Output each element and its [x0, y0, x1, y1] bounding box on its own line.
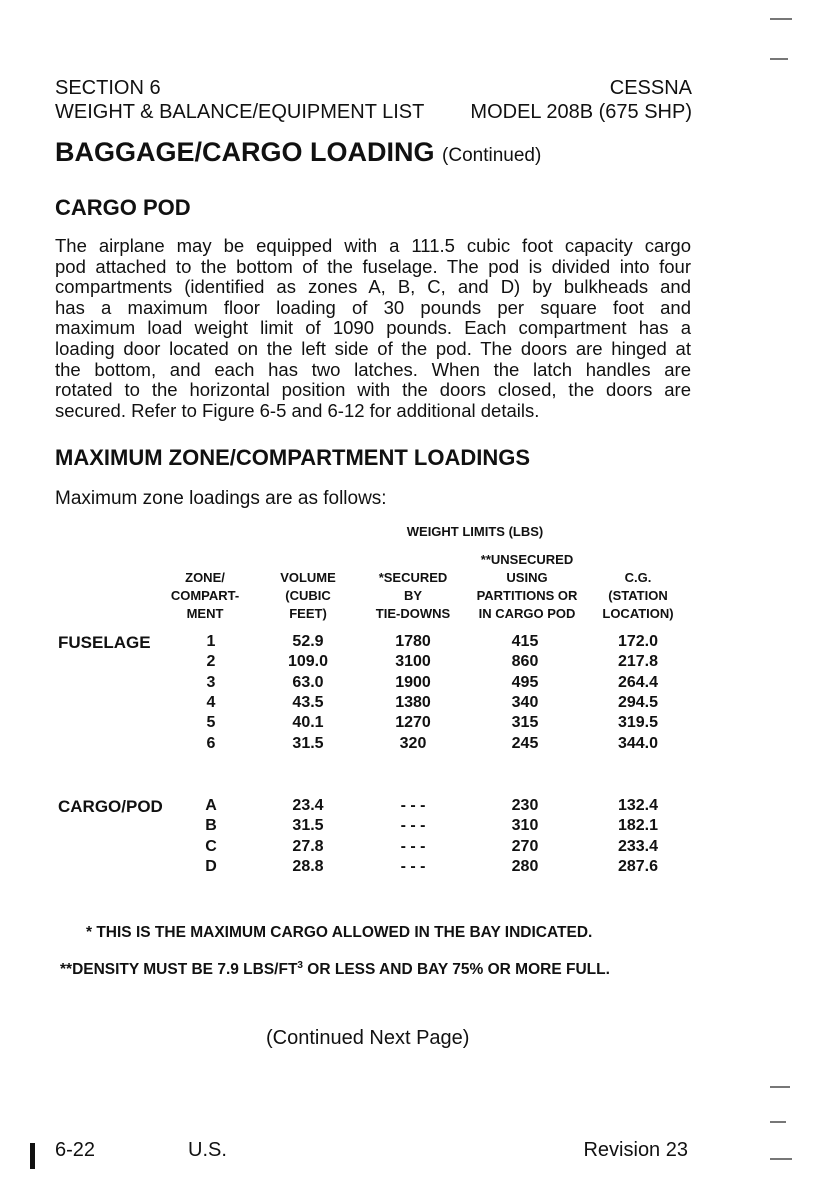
secured-cell: - - -	[400, 817, 426, 835]
scan-mark	[770, 58, 788, 60]
volume-cell: 40.1	[292, 714, 324, 732]
cg-cell: 264.4	[617, 673, 659, 691]
volume-cell: 27.8	[292, 837, 324, 855]
unsecured-cell: 340	[511, 693, 539, 711]
zone-cell: 3	[206, 673, 216, 691]
col-header-zone: ZONE/ COMPART- MENT	[170, 570, 240, 621]
paragraph-line: compartments (identified as zones A, B, C, and D) by bulkheads and	[55, 276, 691, 298]
page-title	[55, 137, 541, 168]
unsecured-cell: 860	[511, 653, 539, 671]
secured-cell: 1380	[395, 693, 431, 711]
cg-cell: 217.8	[617, 653, 659, 671]
region-label: U.S.	[188, 1139, 227, 1161]
cg-cell: 344.0	[617, 734, 659, 752]
volume-cell: 43.5	[292, 693, 324, 711]
volume-cell: 23.4	[292, 797, 324, 814]
cargo-pod-heading: CARGO POD	[55, 195, 191, 220]
revision-change-bar	[30, 1143, 35, 1169]
max-loadings-heading: MAXIMUM ZONE/COMPARTMENT LOADINGS	[55, 445, 531, 470]
note-max-cargo: * THIS IS THE MAXIMUM CARGO ALLOWED IN THE BAY INDICATED.	[86, 924, 593, 941]
page-title-text: BAGGAGE/CARGO LOADING	[55, 137, 435, 167]
volume-cell: 31.5	[292, 734, 324, 752]
cg-cell: 132.4	[617, 797, 659, 814]
zone-cell: 6	[206, 734, 216, 752]
unsecured-cell: 415	[511, 633, 539, 650]
paragraph-line: has a maximum floor loading of 30 pounds per square foot and	[55, 296, 691, 318]
volume-cell: 109.0	[287, 653, 329, 671]
cg-cell: 172.0	[617, 633, 659, 650]
volume-cell: 63.0	[292, 673, 324, 691]
section-number: SECTION 6	[55, 77, 161, 99]
col-header-secured: *SECURED BY TIE-DOWNS	[375, 570, 451, 621]
brand-name: CESSNA	[609, 77, 692, 99]
zone-cell: 5	[206, 714, 216, 732]
volume-cell: 52.9	[292, 633, 324, 650]
continued-note: (Continued Next Page)	[266, 1027, 470, 1049]
zone-cell: B	[205, 817, 217, 835]
weight-limits-label: WEIGHT LIMITS (LBS)	[406, 524, 544, 539]
secured-cell: 1780	[395, 633, 431, 650]
unsecured-cell: 280	[511, 857, 539, 875]
cg-cell: 287.6	[617, 857, 659, 875]
unsecured-cell: 270	[511, 837, 539, 855]
secured-cell: 3100	[395, 653, 431, 671]
zone-cell: A	[205, 797, 217, 814]
page-number: 6-22	[55, 1139, 96, 1161]
revision-label: Revision 23	[583, 1139, 688, 1161]
paragraph-line: pod attached to the bottom of the fuselage. The pod is divided into four	[55, 255, 691, 277]
scan-mark	[770, 1086, 790, 1088]
secured-cell: - - -	[400, 857, 426, 875]
section-title: WEIGHT & BALANCE/EQUIPMENT LIST	[55, 101, 425, 123]
cargo-pod-paragraph	[55, 236, 691, 421]
cg-cell: 182.1	[617, 817, 659, 835]
unsecured-cell: 230	[511, 797, 539, 814]
max-loadings-intro: Maximum zone loadings are as follows:	[55, 488, 387, 509]
paragraph-line: secured. Refer to Figure 6-5 and 6-12 for additional details.	[55, 399, 540, 421]
zone-cell: D	[205, 857, 217, 875]
secured-cell: - - -	[400, 797, 426, 814]
page-title-suffix: (Continued)	[442, 145, 542, 166]
secured-cell: 320	[399, 734, 427, 752]
scan-mark	[770, 18, 792, 20]
scan-mark	[770, 1158, 792, 1160]
unsecured-cell: 495	[511, 673, 539, 691]
col-header-cg: C.G. (STATION LOCATION)	[602, 570, 674, 621]
cg-cell: 233.4	[617, 837, 659, 855]
scan-mark	[770, 1121, 786, 1123]
unsecured-cell: 310	[511, 817, 539, 835]
unsecured-cell: 245	[511, 734, 539, 752]
paragraph-line: the bottom, and each has two latches. When the latch handles are	[55, 358, 691, 380]
paragraph-line: loading door located on the left side of the pod. The doors are hinged at	[55, 337, 691, 359]
zone-cell: 2	[206, 653, 216, 671]
col-header-volume: VOLUME (CUBIC FEET)	[280, 570, 336, 621]
secured-cell: 1900	[395, 673, 431, 691]
zone-cell: C	[205, 837, 217, 855]
zone-cell: 1	[206, 633, 216, 650]
note-density: **DENSITY MUST BE 7.9 LBS/$FT^3$ OR LESS AND BAY 75% OR MORE FULL.	[60, 960, 610, 979]
zone-cell: 4	[206, 693, 216, 711]
group-label-cargo-pod: CARGO/POD	[58, 797, 163, 816]
paragraph-line: maximum load weight limit of 1090 pounds. Each compartment has a	[55, 317, 691, 339]
group-label-fuselage: FUSELAGE	[58, 633, 151, 652]
secured-cell: 1270	[395, 714, 431, 732]
volume-cell: 31.5	[292, 817, 324, 835]
unsecured-cell: 315	[511, 714, 539, 732]
paragraph-line: The airplane may be equipped with a 111.5 cubic foot capacity cargo	[55, 235, 691, 256]
model-name: MODEL 208B (675 SHP)	[470, 101, 692, 123]
col-header-unsecured: **UNSECURED USING PARTITIONS OR IN CARGO POD	[476, 552, 578, 621]
cg-cell: 319.5	[617, 714, 659, 732]
volume-cell: 28.8	[292, 857, 324, 875]
secured-cell: - - -	[400, 837, 426, 855]
paragraph-line: rotated to the horizontal position with the doors closed, the doors are	[55, 379, 691, 401]
cg-cell: 294.5	[617, 693, 659, 711]
